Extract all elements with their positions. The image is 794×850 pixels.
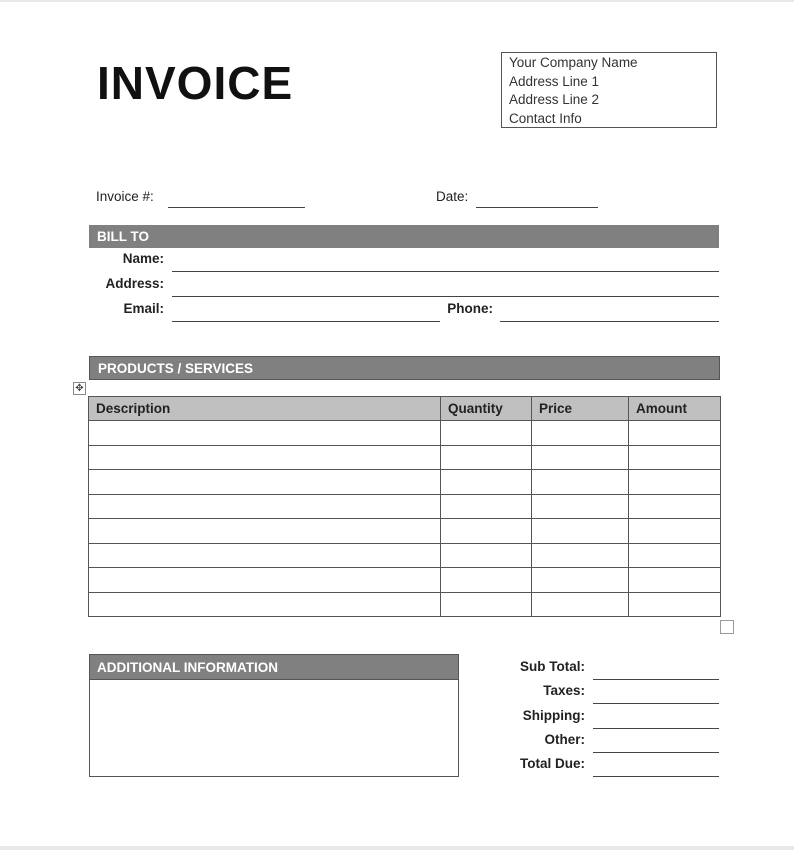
additional-information-box[interactable] — [89, 654, 459, 777]
table-resize-handle[interactable] — [720, 620, 734, 634]
company-address-line-1: Address Line 1 — [509, 73, 600, 89]
quantity-cell[interactable] — [441, 445, 532, 470]
price-cell[interactable] — [532, 592, 629, 617]
price-cell[interactable] — [532, 470, 629, 495]
subtotal-label: Sub Total: — [520, 659, 585, 674]
bill-to-phone-label: Phone: — [447, 301, 493, 316]
shipping-label: Shipping: — [522, 708, 585, 723]
column-header-description: Description — [89, 397, 441, 421]
price-cell[interactable] — [532, 519, 629, 544]
shipping-field[interactable] — [593, 728, 719, 729]
table-row — [89, 445, 721, 470]
description-cell[interactable] — [89, 445, 441, 470]
company-address-line-2: Address Line 2 — [509, 92, 600, 107]
other-label: Other: — [544, 732, 585, 747]
description-cell[interactable] — [89, 494, 441, 519]
bill-to-email-label: Email: — [123, 301, 164, 316]
amount-cell[interactable] — [629, 470, 721, 495]
table-row — [89, 494, 721, 519]
price-cell[interactable] — [532, 421, 629, 446]
company-contact-info: Contact Info — [509, 110, 582, 126]
additional-information-header: ADDITIONAL INFORMATION — [90, 655, 458, 680]
invoice-number-field[interactable] — [168, 207, 305, 208]
bill-to-phone-field[interactable] — [500, 321, 719, 322]
amount-cell[interactable] — [629, 592, 721, 617]
table-row — [89, 421, 721, 446]
invoice-title: INVOICE — [97, 57, 294, 109]
bill-to-address-label: Address: — [105, 276, 164, 291]
company-name: Your Company Name — [509, 55, 638, 70]
amount-cell[interactable] — [629, 568, 721, 593]
products-services-header: PRODUCTS / SERVICES — [89, 356, 720, 380]
description-cell[interactable] — [89, 470, 441, 495]
amount-cell[interactable] — [629, 543, 721, 568]
bill-to-name-label: Name: — [122, 251, 164, 266]
column-header-price: Price — [532, 397, 629, 421]
table-row — [89, 470, 721, 495]
quantity-cell[interactable] — [441, 470, 532, 495]
invoice-number-label: Invoice #: — [96, 189, 154, 204]
total-due-field[interactable] — [593, 776, 719, 777]
taxes-field[interactable] — [593, 703, 719, 704]
taxes-label: Taxes: — [543, 683, 585, 698]
bill-to-name-field[interactable] — [172, 271, 719, 272]
price-cell[interactable] — [532, 494, 629, 519]
quantity-cell[interactable] — [441, 519, 532, 544]
quantity-cell[interactable] — [441, 568, 532, 593]
page-top-edge — [0, 0, 794, 2]
quantity-cell[interactable] — [441, 592, 532, 617]
table-row — [89, 592, 721, 617]
description-cell[interactable] — [89, 543, 441, 568]
description-cell[interactable] — [89, 592, 441, 617]
amount-cell[interactable] — [629, 421, 721, 446]
date-label: Date: — [436, 189, 469, 204]
price-cell[interactable] — [532, 568, 629, 593]
table-row — [89, 568, 721, 593]
products-table-header-row — [89, 397, 721, 421]
table-move-handle-icon[interactable]: ✥ — [73, 382, 86, 395]
products-table — [88, 396, 721, 617]
other-field[interactable] — [593, 752, 719, 753]
bill-to-header: BILL TO — [89, 225, 719, 248]
total-due-label: Total Due: — [520, 756, 585, 771]
table-row — [89, 519, 721, 544]
column-header-quantity: Quantity — [441, 397, 532, 421]
description-cell[interactable] — [89, 519, 441, 544]
description-cell[interactable] — [89, 568, 441, 593]
amount-cell[interactable] — [629, 519, 721, 544]
bill-to-address-field[interactable] — [172, 296, 719, 297]
amount-cell[interactable] — [629, 445, 721, 470]
quantity-cell[interactable] — [441, 494, 532, 519]
bill-to-email-field[interactable] — [172, 321, 440, 322]
subtotal-field[interactable] — [593, 679, 719, 680]
page-bottom-edge — [0, 846, 794, 850]
table-row — [89, 543, 721, 568]
date-field[interactable] — [476, 207, 598, 208]
price-cell[interactable] — [532, 543, 629, 568]
description-cell[interactable] — [89, 421, 441, 446]
column-header-amount: Amount — [629, 397, 721, 421]
quantity-cell[interactable] — [441, 543, 532, 568]
quantity-cell[interactable] — [441, 421, 532, 446]
price-cell[interactable] — [532, 445, 629, 470]
company-info-box[interactable] — [501, 52, 717, 128]
amount-cell[interactable] — [629, 494, 721, 519]
